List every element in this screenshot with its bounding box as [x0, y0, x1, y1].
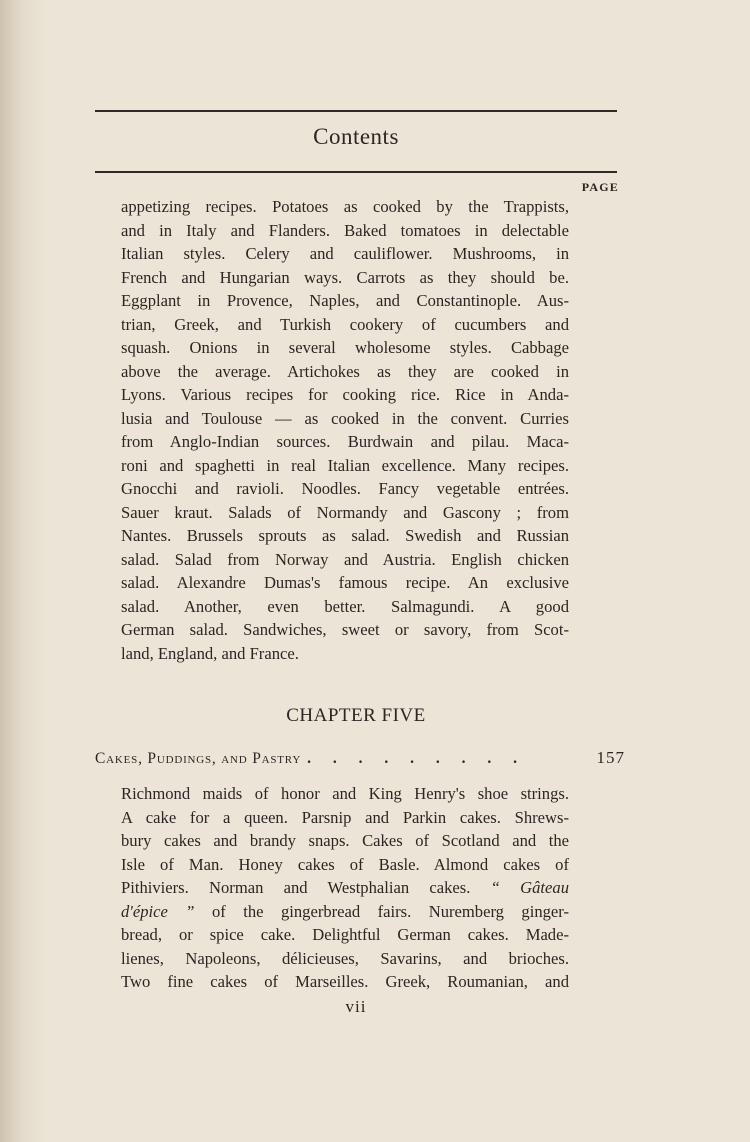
text-line: above the average. Artichokes as they are cooked in [121, 361, 569, 381]
text-line: appetizing recipes. Potatoes as cooked by the Trappists, [121, 197, 569, 216]
text-line: Lyons. Various recipes for cooking rice. Rice in Anda- [121, 385, 569, 404]
text-line: Sauer kraut. Salads of Normandy and Gascony ; from [121, 502, 569, 522]
text-line: lienes, Napoleons, délicieuses, Savarins, and brioches. [121, 948, 569, 968]
text-line: roni and spaghetti in real Italian excellence. Many recipes. [121, 455, 569, 475]
text-line: land, England, and France. [121, 643, 299, 663]
text-line: French and Hungarian ways. Carrots as they should be. [121, 267, 569, 287]
contents-entry[interactable] [95, 748, 625, 774]
text-line: A cake for a queen. Parsnip and Parkin cakes. Shrews- [121, 807, 569, 827]
text-line: bury cakes and brandy snaps. Cakes of Scotland and the [121, 831, 569, 850]
bottom-rule [95, 171, 617, 173]
text-line: Eggplant in Provence, Naples, and Constantinople. Aus- [121, 291, 569, 310]
intro-paragraph [121, 195, 569, 665]
text-line: squash. Onions in several wholesome styles. Cabbage [121, 338, 569, 357]
page-folio: vii [345, 997, 367, 1016]
text-line: salad. Alexandre Dumas's famous recipe. An exclusive [121, 573, 569, 592]
chapter-heading: CHAPTER FIVE [286, 705, 426, 726]
text-line: salad. Salad from Norway and Austria. English chicken [121, 549, 569, 569]
text-fragment: of the gingerbread fairs. Nuremberg ginger- [211, 901, 570, 921]
text-line: Gnocchi and ravioli. Noodles. Fancy vegetable entrées. [121, 479, 569, 498]
text-line-mixed [121, 876, 569, 900]
text-line: lusia and Toulouse — as cooked in the convent. Curries [121, 408, 569, 428]
text-line: Two fine cakes of Marseilles. Greek, Roumanian, and [121, 972, 569, 991]
text-fragment: Pithiviers. Norman and Westphalian cakes. [121, 878, 471, 897]
text-line: Nantes. Brussels sprouts as salad. Swedish and Russian [121, 526, 569, 545]
text-line: bread, or spice cake. Delightful German cakes. Made- [121, 925, 569, 944]
text-line: and in Italy and Flanders. Baked tomatoes in delectable [121, 220, 569, 240]
dot-leader: . . . . . . . . . [307, 750, 526, 767]
top-rule [95, 110, 617, 112]
page-title: Contents [313, 124, 399, 149]
italic-phrase: d'épice ” [121, 901, 195, 921]
entry-page-number: 157 [596, 748, 625, 767]
text-line: trian, Greek, and Turkish cookery of cucumbers and [121, 314, 569, 334]
text-line: salad. Another, even better. Salmagundi. A good [121, 596, 569, 616]
entry-title: Cakes, Puddings, and Pastry [95, 750, 302, 767]
text-line: from Anglo-Indian sources. Burdwain and pilau. Maca- [121, 432, 569, 451]
chapter-summary-paragraph [121, 782, 569, 994]
text-line: Richmond maids of honor and King Henry's shoe strings. [121, 784, 569, 803]
text-line-mixed [121, 900, 569, 924]
text-line: German salad. Sandwiches, sweet or savory, from Scot- [121, 620, 569, 639]
italic-phrase: “ Gâteau [490, 878, 569, 897]
text-line: Italian styles. Celery and cauliflower. Mushrooms, in [121, 244, 569, 263]
page-column-label: PAGE [581, 180, 619, 194]
text-line: Isle of Man. Honey cakes of Basle. Almond cakes of [121, 854, 569, 874]
